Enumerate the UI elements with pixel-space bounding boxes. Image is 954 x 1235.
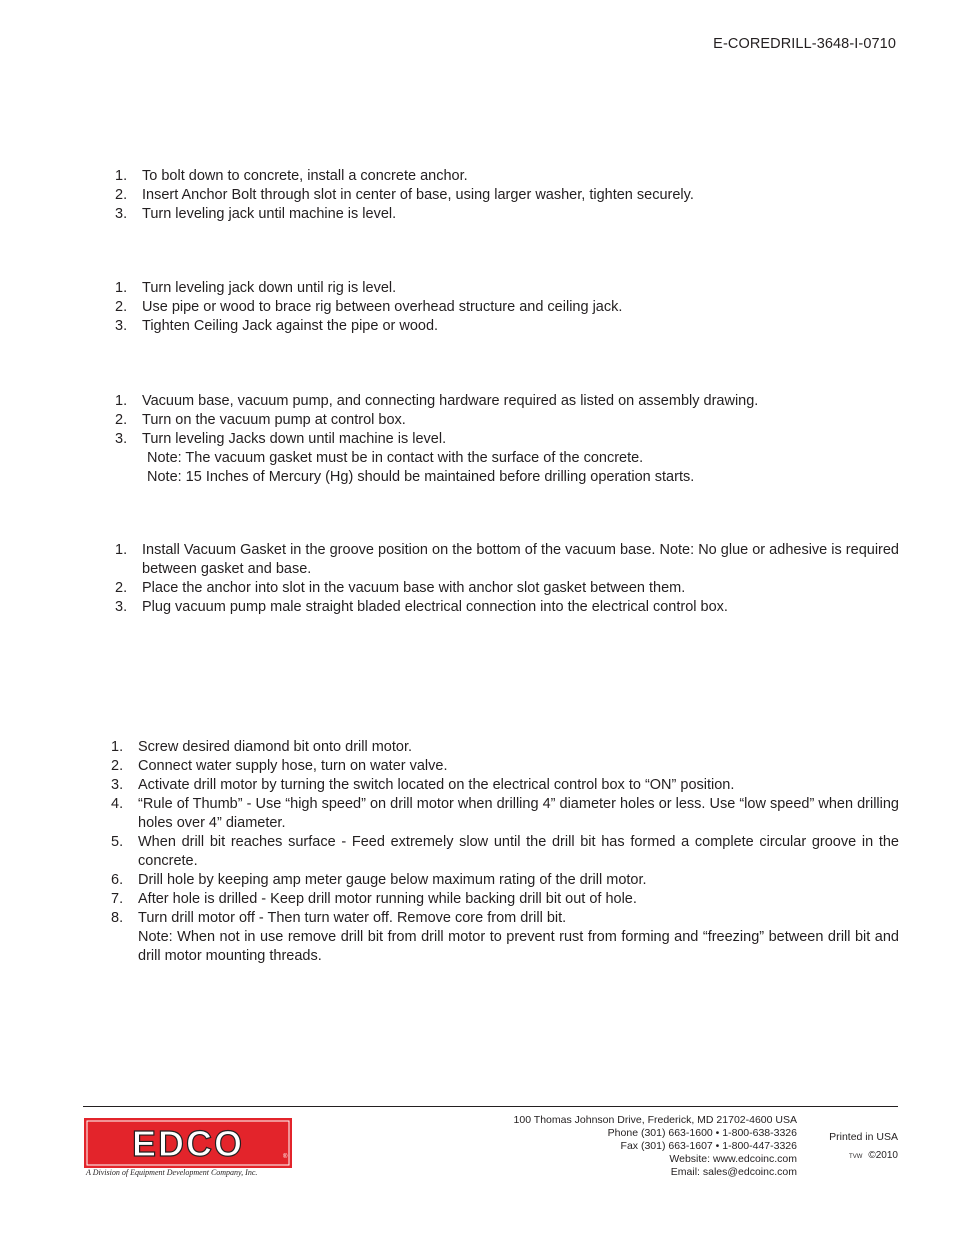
item-number: 2. (115, 580, 128, 596)
footer-divider (83, 1106, 898, 1107)
company-address (470, 1114, 797, 1179)
document-code: E-COREDRILL-3648-I-0710 (713, 36, 896, 52)
item-number: 3. (115, 318, 128, 334)
item-text: Turn drill motor off - Then turn water off. Remove core from drill bit. (138, 910, 567, 926)
item-text: “Rule of Thumb” - Use “high speed” on drill motor when drilling 4” diameter holes or less. Use “low speed” when drilling holes over 4” diameter. (138, 796, 899, 831)
item-number: 1. (115, 542, 128, 558)
item-number: 1. (111, 739, 124, 755)
list-item (111, 833, 899, 871)
item-text: Place the anchor into slot in the vacuum base with anchor slot gasket between them. (142, 580, 686, 596)
list-item (111, 909, 899, 928)
address-line: 100 Thomas Johnson Drive, Frederick, MD 21702-4600 USA (513, 1114, 797, 1126)
list-item (115, 411, 900, 430)
item-text: Vacuum base, vacuum pump, and connecting hardware required as listed on assembly drawing. (142, 393, 759, 409)
list-item (115, 317, 900, 336)
list-item (115, 598, 899, 617)
item-text: Turn leveling jack down until rig is level. (142, 280, 397, 296)
list-item (115, 579, 899, 598)
website-link[interactable]: Website: www.edcoinc.com (669, 1153, 797, 1165)
item-text: After hole is drilled - Keep drill motor running while backing drill bit out of hole. (138, 891, 637, 907)
email-link[interactable]: Email: sales@edcoinc.com (670, 1166, 797, 1178)
item-number: 4. (111, 796, 124, 812)
item-number: 3. (115, 431, 128, 447)
item-text: Drill hole by keeping amp meter gauge below maximum rating of the drill motor. (138, 872, 647, 888)
list-item (111, 776, 899, 795)
phone-line: Phone (301) 663-1600 • 1-800-638-3326 (607, 1127, 797, 1139)
list-item (111, 871, 899, 890)
svg-text:EDCO: EDCO (131, 1123, 245, 1164)
item-number: 8. (111, 910, 124, 926)
list-item (111, 738, 899, 757)
ceiling-jack-steps (115, 279, 900, 336)
item-text: Plug vacuum pump male straight bladed electrical connection into the electrical control box. (142, 599, 728, 615)
list-item (115, 298, 900, 317)
item-number: 3. (115, 206, 128, 222)
copyright-year: ©2010 (868, 1150, 898, 1161)
item-text: Tighten Ceiling Jack against the pipe or wood. (142, 318, 439, 334)
tvw-mark: TVW (849, 1154, 863, 1160)
item-number: 3. (111, 777, 124, 793)
item-text: Use pipe or wood to brace rig between overhead structure and ceiling jack. (142, 299, 623, 315)
item-number: 1. (115, 280, 128, 296)
gasket-steps (115, 541, 899, 617)
item-text: Turn leveling Jacks down until machine is level. (142, 431, 447, 447)
item-text: To bolt down to concrete, install a concrete anchor. (142, 168, 468, 184)
item-number: 1. (115, 393, 128, 409)
operation-steps (111, 738, 899, 966)
printed-in-usa: Printed in USA (829, 1131, 898, 1143)
edco-logo-mark (84, 1118, 292, 1168)
list-item (111, 757, 899, 776)
item-text: Screw desired diamond bit onto drill motor. (138, 739, 413, 755)
item-number: 7. (111, 891, 124, 907)
list-item (115, 430, 900, 449)
concrete-anchor-steps (115, 167, 900, 224)
logo-tagline: A Division of Equipment Development Company, Inc. (86, 1168, 258, 1177)
item-text: Turn on the vacuum pump at control box. (142, 412, 406, 428)
note-text: Note: When not in use remove drill bit from drill motor to prevent rust from forming and “freezing” between drill bit and drill motor mounting threads. (138, 929, 899, 964)
item-number: 2. (115, 187, 128, 203)
item-number: 2. (111, 758, 124, 774)
copyright (849, 1150, 898, 1161)
item-number: 5. (111, 834, 124, 850)
item-text: Activate drill motor by turning the switch located on the electrical control box to “ON” position. (138, 777, 735, 793)
item-text: When drill bit reaches surface - Feed extremely slow until the drill bit has formed a complete circular groove in the concrete. (138, 834, 899, 869)
list-item (115, 279, 900, 298)
list-item (111, 890, 899, 909)
item-text: Turn leveling jack until machine is level. (142, 206, 397, 222)
item-number: 6. (111, 872, 124, 888)
item-text: Connect water supply hose, turn on water valve. (138, 758, 448, 774)
note-text: Note: 15 Inches of Mercury (Hg) should be maintained before drilling operation starts. (147, 469, 695, 485)
edco-logo (84, 1118, 292, 1168)
list-item (115, 541, 899, 579)
list-item (115, 186, 900, 205)
list-item (115, 392, 900, 411)
list-item (115, 205, 900, 224)
svg-text:®: ® (283, 1154, 288, 1160)
item-text: Install Vacuum Gasket in the groove position on the bottom of the vacuum base. Note: No glue or adhesive is required between gasket and base. (142, 542, 899, 577)
list-item (115, 167, 900, 186)
list-item (111, 795, 899, 833)
note-text: Note: The vacuum gasket must be in contact with the surface of the concrete. (147, 450, 644, 466)
fax-line: Fax (301) 663-1607 • 1-800-447-3326 (620, 1140, 797, 1152)
item-number: 2. (115, 299, 128, 315)
item-text: Insert Anchor Bolt through slot in center of base, using larger washer, tighten securely. (142, 187, 694, 203)
item-number: 3. (115, 599, 128, 615)
vacuum-steps (115, 392, 900, 487)
item-number: 1. (115, 168, 128, 184)
item-number: 2. (115, 412, 128, 428)
list-item (111, 928, 899, 966)
